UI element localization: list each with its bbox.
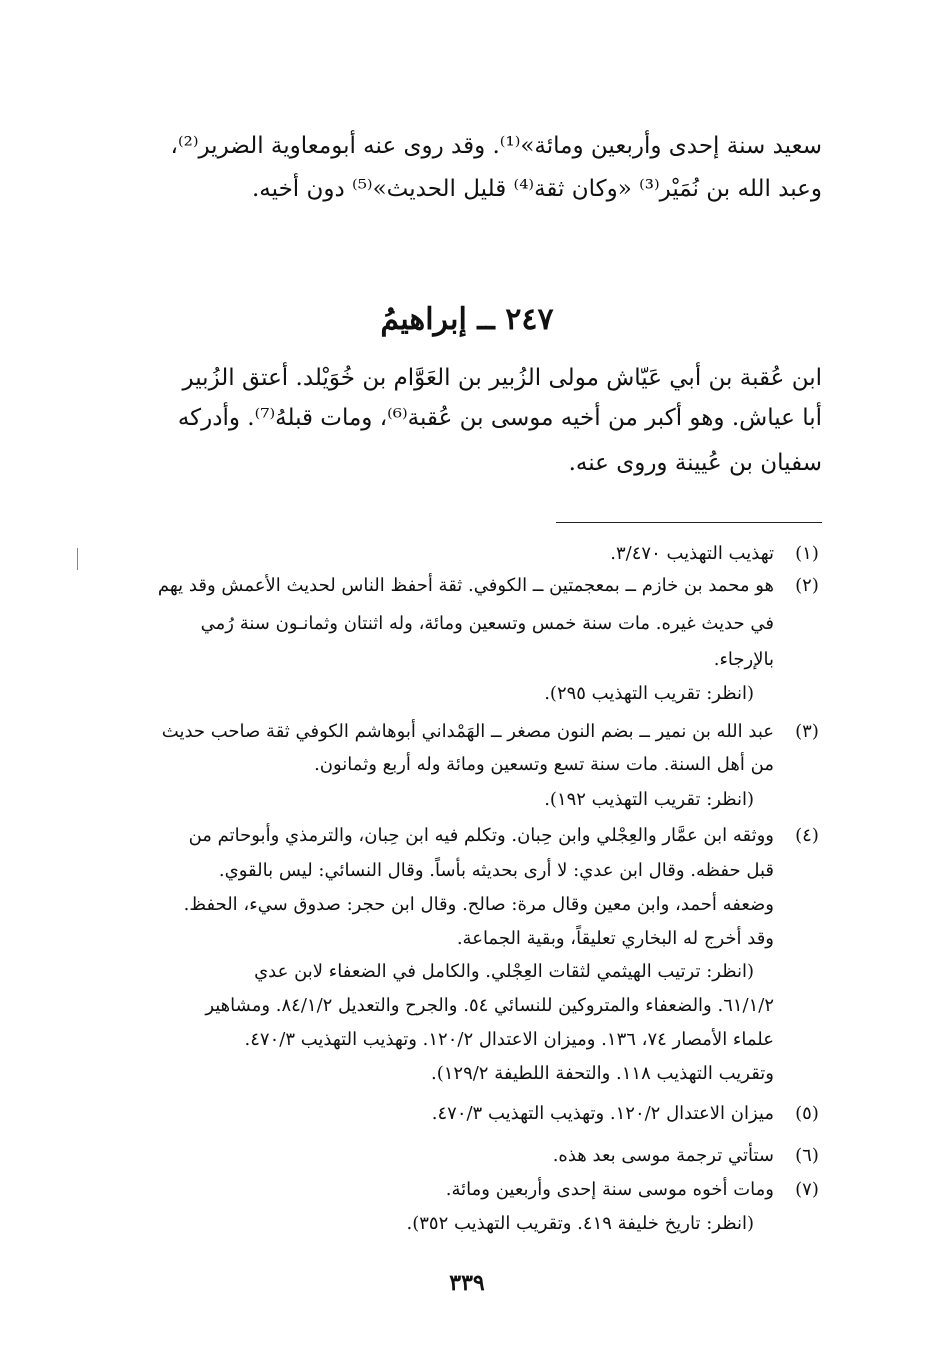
footnote-2-number: (٢) [795, 575, 819, 596]
footnote-7-line-1: ومات أخوه موسى سنة إحدى وأربعين ومائة. [445, 1179, 774, 1200]
footnote-7-number: (٧) [795, 1179, 819, 1200]
entry-line-1: ابن عُقبة بن أبي عَيّاش مولى الزُبير بن العَوَّام بن خُوَيْلد. أعتق الزُبير [182, 365, 822, 391]
footnote-6-number: (٦) [795, 1145, 819, 1166]
footnote-5-text: ميزان الاعتدال ١٢٠/٢. وتهذيب التهذيب ٤٧٠/٣. [431, 1103, 774, 1124]
footnote-2-line-1: هو محمد بن خازم ــ بمعجمتين ــ الكوفي. ثقة أحفظ الناس لحديث الأعمش وقد يهم [157, 575, 774, 596]
footnote-3-line-2: من أهل السنة. مات سنة تسع وتسعين ومائة وله أربع وثمانون. [314, 754, 774, 775]
footnote-4-reference-4: وتقريب التهذيب ١١٨. والتحفة اللطيفة ١٢٩/٢). [430, 1063, 774, 1084]
footnote-7-reference: (انظر: تاريخ خليفة ٤١٩. وتقريب التهذيب ٣٥٢). [406, 1213, 754, 1234]
footnote-2-reference: (انظر: تقريب التهذيب ٢٩٥). [544, 683, 754, 704]
intro-line-1: سعيد سنة إحدى وأربعين ومائة»⁽¹⁾. وقد روى عنه أبومعاوية الضرير⁽²⁾، [170, 133, 822, 159]
page-number: ٣٣٩ [449, 1270, 485, 1296]
footnote-3-line-1: عبد الله بن نمير ــ بضم النون مصغر ــ الهَمْداني أبوهاشم الكوفي ثقة صاحب حديث [161, 721, 774, 742]
footnote-separator [556, 522, 822, 523]
footnote-4-reference-3: علماء الأمصار ٧٤، ١٣٦. وميزان الاعتدال ١٢٠/٢. وتهذيب التهذيب ٤٧٠/٣. [244, 1029, 774, 1050]
footnote-4-reference-1: (انظر: ترتيب الهيثمي لثقات العِجْلي. والكامل في الضعفاء لابن عدي [254, 961, 754, 982]
footnote-4-reference-2: ٦١/١/٢. والضعفاء والمتروكين للنسائي ٥٤. والجرح والتعديل ٨٤/١/٢. ومشاهير [205, 995, 774, 1016]
footnote-3-reference: (انظر: تقريب التهذيب ١٩٢). [544, 789, 754, 810]
entry-line-2: أبا عياش. وهو أكبر من أخيه موسى بن عُقبة⁽⁶⁾، ومات قبلهُ⁽⁷⁾. وأدركه [177, 405, 822, 431]
margin-mark [77, 548, 78, 570]
footnote-4-line-1: ووثقه ابن عمَّار والعِجْلي وابن حِبان. وتكلم فيه ابن حِبان، والترمذي وأبوحاتم من [188, 825, 774, 846]
footnote-4-line-2: قبل حفظه. وقال ابن عدي: لا أرى بحديثه بأساً. وقال النسائي: ليس بالقوي. [218, 860, 774, 881]
entry-heading: ٢٤٧ ــ إبراهيمُ [380, 302, 554, 337]
footnote-4-line-4: وقد أخرج له البخاري تعليقاً، وبقية الجماعة. [456, 928, 774, 949]
footnote-1-text: تهذيب التهذيب ٣/٤٧٠. [610, 543, 774, 564]
footnote-6-text: ستأتي ترجمة موسى بعد هذه. [552, 1145, 774, 1166]
footnote-4-line-3: وضعفه أحمد، وابن معين وقال مرة: صالح. وقال ابن حجر: صدوق سيء، الحفظ. [183, 894, 774, 915]
footnote-2-line-2: في حديث غيره. مات سنة خمس وتسعين ومائة، وله اثنتان وثمانـون سنة رُمي [200, 613, 774, 634]
footnote-5-number: (٥) [795, 1103, 819, 1124]
footnote-2-line-3: بالإرجاء. [713, 649, 774, 670]
footnote-1-number: (١) [795, 543, 819, 564]
footnote-3-number: (٣) [795, 721, 819, 742]
entry-line-3: سفيان بن عُيينة وروى عنه. [568, 450, 822, 476]
footnote-4-number: (٤) [795, 825, 819, 846]
intro-line-2: وعبد الله بن نُمَيْر⁽³⁾ «وكان ثقة⁽⁴⁾ قليل الحديث»⁽⁵⁾ دون أخيه. [251, 176, 822, 202]
